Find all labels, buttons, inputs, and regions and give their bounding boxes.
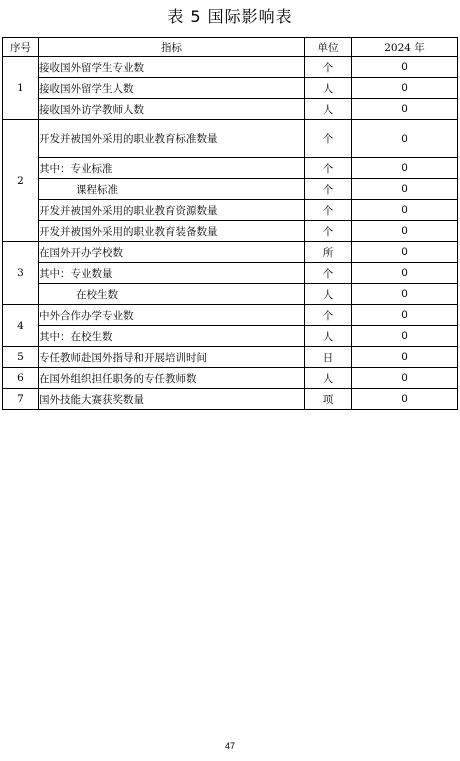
- indicator-cell: 接收国外留学生专业数: [39, 57, 305, 78]
- value-cell: 0: [352, 120, 458, 158]
- indicator-cell: 开发并被国外采用的职业教育资源数量: [39, 200, 305, 221]
- header-seq: 序号: [3, 38, 39, 57]
- value-cell: 0: [352, 263, 458, 284]
- table-row: [3, 158, 458, 179]
- table-row: [3, 347, 458, 368]
- table-row: [3, 389, 458, 410]
- table-header-row: [3, 38, 458, 57]
- indicator-cell: 其中：专业数量: [39, 263, 305, 284]
- value-cell: 0: [352, 242, 458, 263]
- indicator-cell: 接收国外留学生人数: [39, 78, 305, 99]
- value-cell: 0: [352, 221, 458, 242]
- header-year: 2024 年: [352, 38, 458, 57]
- unit-cell: 个: [305, 221, 352, 242]
- indicator-cell: 国外技能大赛获奖数量: [39, 389, 305, 410]
- unit-cell: 人: [305, 284, 352, 305]
- unit-cell: 日: [305, 347, 352, 368]
- unit-cell: 个: [305, 179, 352, 200]
- table-row: [3, 200, 458, 221]
- value-cell: 0: [352, 158, 458, 179]
- value-cell: 0: [352, 284, 458, 305]
- seq-cell: 7: [3, 389, 39, 410]
- seq-cell: 4: [3, 305, 39, 347]
- indicator-cell: 其中：专业标准: [39, 158, 305, 179]
- header-unit: 单位: [305, 38, 352, 57]
- unit-cell: 个: [305, 200, 352, 221]
- value-cell: 0: [352, 305, 458, 326]
- table-row: [3, 305, 458, 326]
- seq-cell: 3: [3, 242, 39, 305]
- unit-cell: 人: [305, 368, 352, 389]
- value-cell: 0: [352, 179, 458, 200]
- seq-cell: 2: [3, 120, 39, 242]
- indicator-cell: 开发并被国外采用的职业教育标准数量: [39, 120, 305, 158]
- value-cell: 0: [352, 347, 458, 368]
- value-cell: 0: [352, 78, 458, 99]
- indicator-cell: 在国外开办学校数: [39, 242, 305, 263]
- unit-cell: 所: [305, 242, 352, 263]
- seq-cell: 5: [3, 347, 39, 368]
- indicator-cell: 在校生数: [39, 284, 305, 305]
- indicator-cell: 开发并被国外采用的职业教育装备数量: [39, 221, 305, 242]
- value-cell: 0: [352, 326, 458, 347]
- indicator-cell: 专任教师赴国外指导和开展培训时间: [39, 347, 305, 368]
- value-cell: 0: [352, 57, 458, 78]
- international-impact-table: [2, 37, 458, 410]
- table-row: [3, 221, 458, 242]
- table-row: [3, 242, 458, 263]
- page-title: 表 5 国际影响表: [167, 7, 293, 26]
- unit-cell: 人: [305, 78, 352, 99]
- table-row: [3, 179, 458, 200]
- value-cell: 0: [352, 389, 458, 410]
- unit-cell: 个: [305, 263, 352, 284]
- table-row: [3, 368, 458, 389]
- table-row: [3, 57, 458, 78]
- indicator-cell: 其中：在校生数: [39, 326, 305, 347]
- indicator-cell: 在国外组织担任职务的专任教师数: [39, 368, 305, 389]
- unit-cell: 个: [305, 57, 352, 78]
- header-indicator: 指标: [39, 38, 305, 57]
- value-cell: 0: [352, 368, 458, 389]
- table-row: [3, 99, 458, 120]
- value-cell: 0: [352, 200, 458, 221]
- page-number: 47: [224, 741, 235, 751]
- table-row: [3, 263, 458, 284]
- table-row: [3, 78, 458, 99]
- table-row: [3, 326, 458, 347]
- unit-cell: 个: [305, 158, 352, 179]
- unit-cell: 项: [305, 389, 352, 410]
- indicator-cell: 课程标准: [39, 179, 305, 200]
- table-row: [3, 120, 458, 158]
- table-row: [3, 284, 458, 305]
- seq-cell: 1: [3, 57, 39, 120]
- value-cell: 0: [352, 99, 458, 120]
- unit-cell: 人: [305, 326, 352, 347]
- unit-cell: 个: [305, 305, 352, 326]
- indicator-cell: 接收国外访学教师人数: [39, 99, 305, 120]
- unit-cell: 个: [305, 120, 352, 158]
- indicator-cell: 中外合作办学专业数: [39, 305, 305, 326]
- seq-cell: 6: [3, 368, 39, 389]
- unit-cell: 人: [305, 99, 352, 120]
